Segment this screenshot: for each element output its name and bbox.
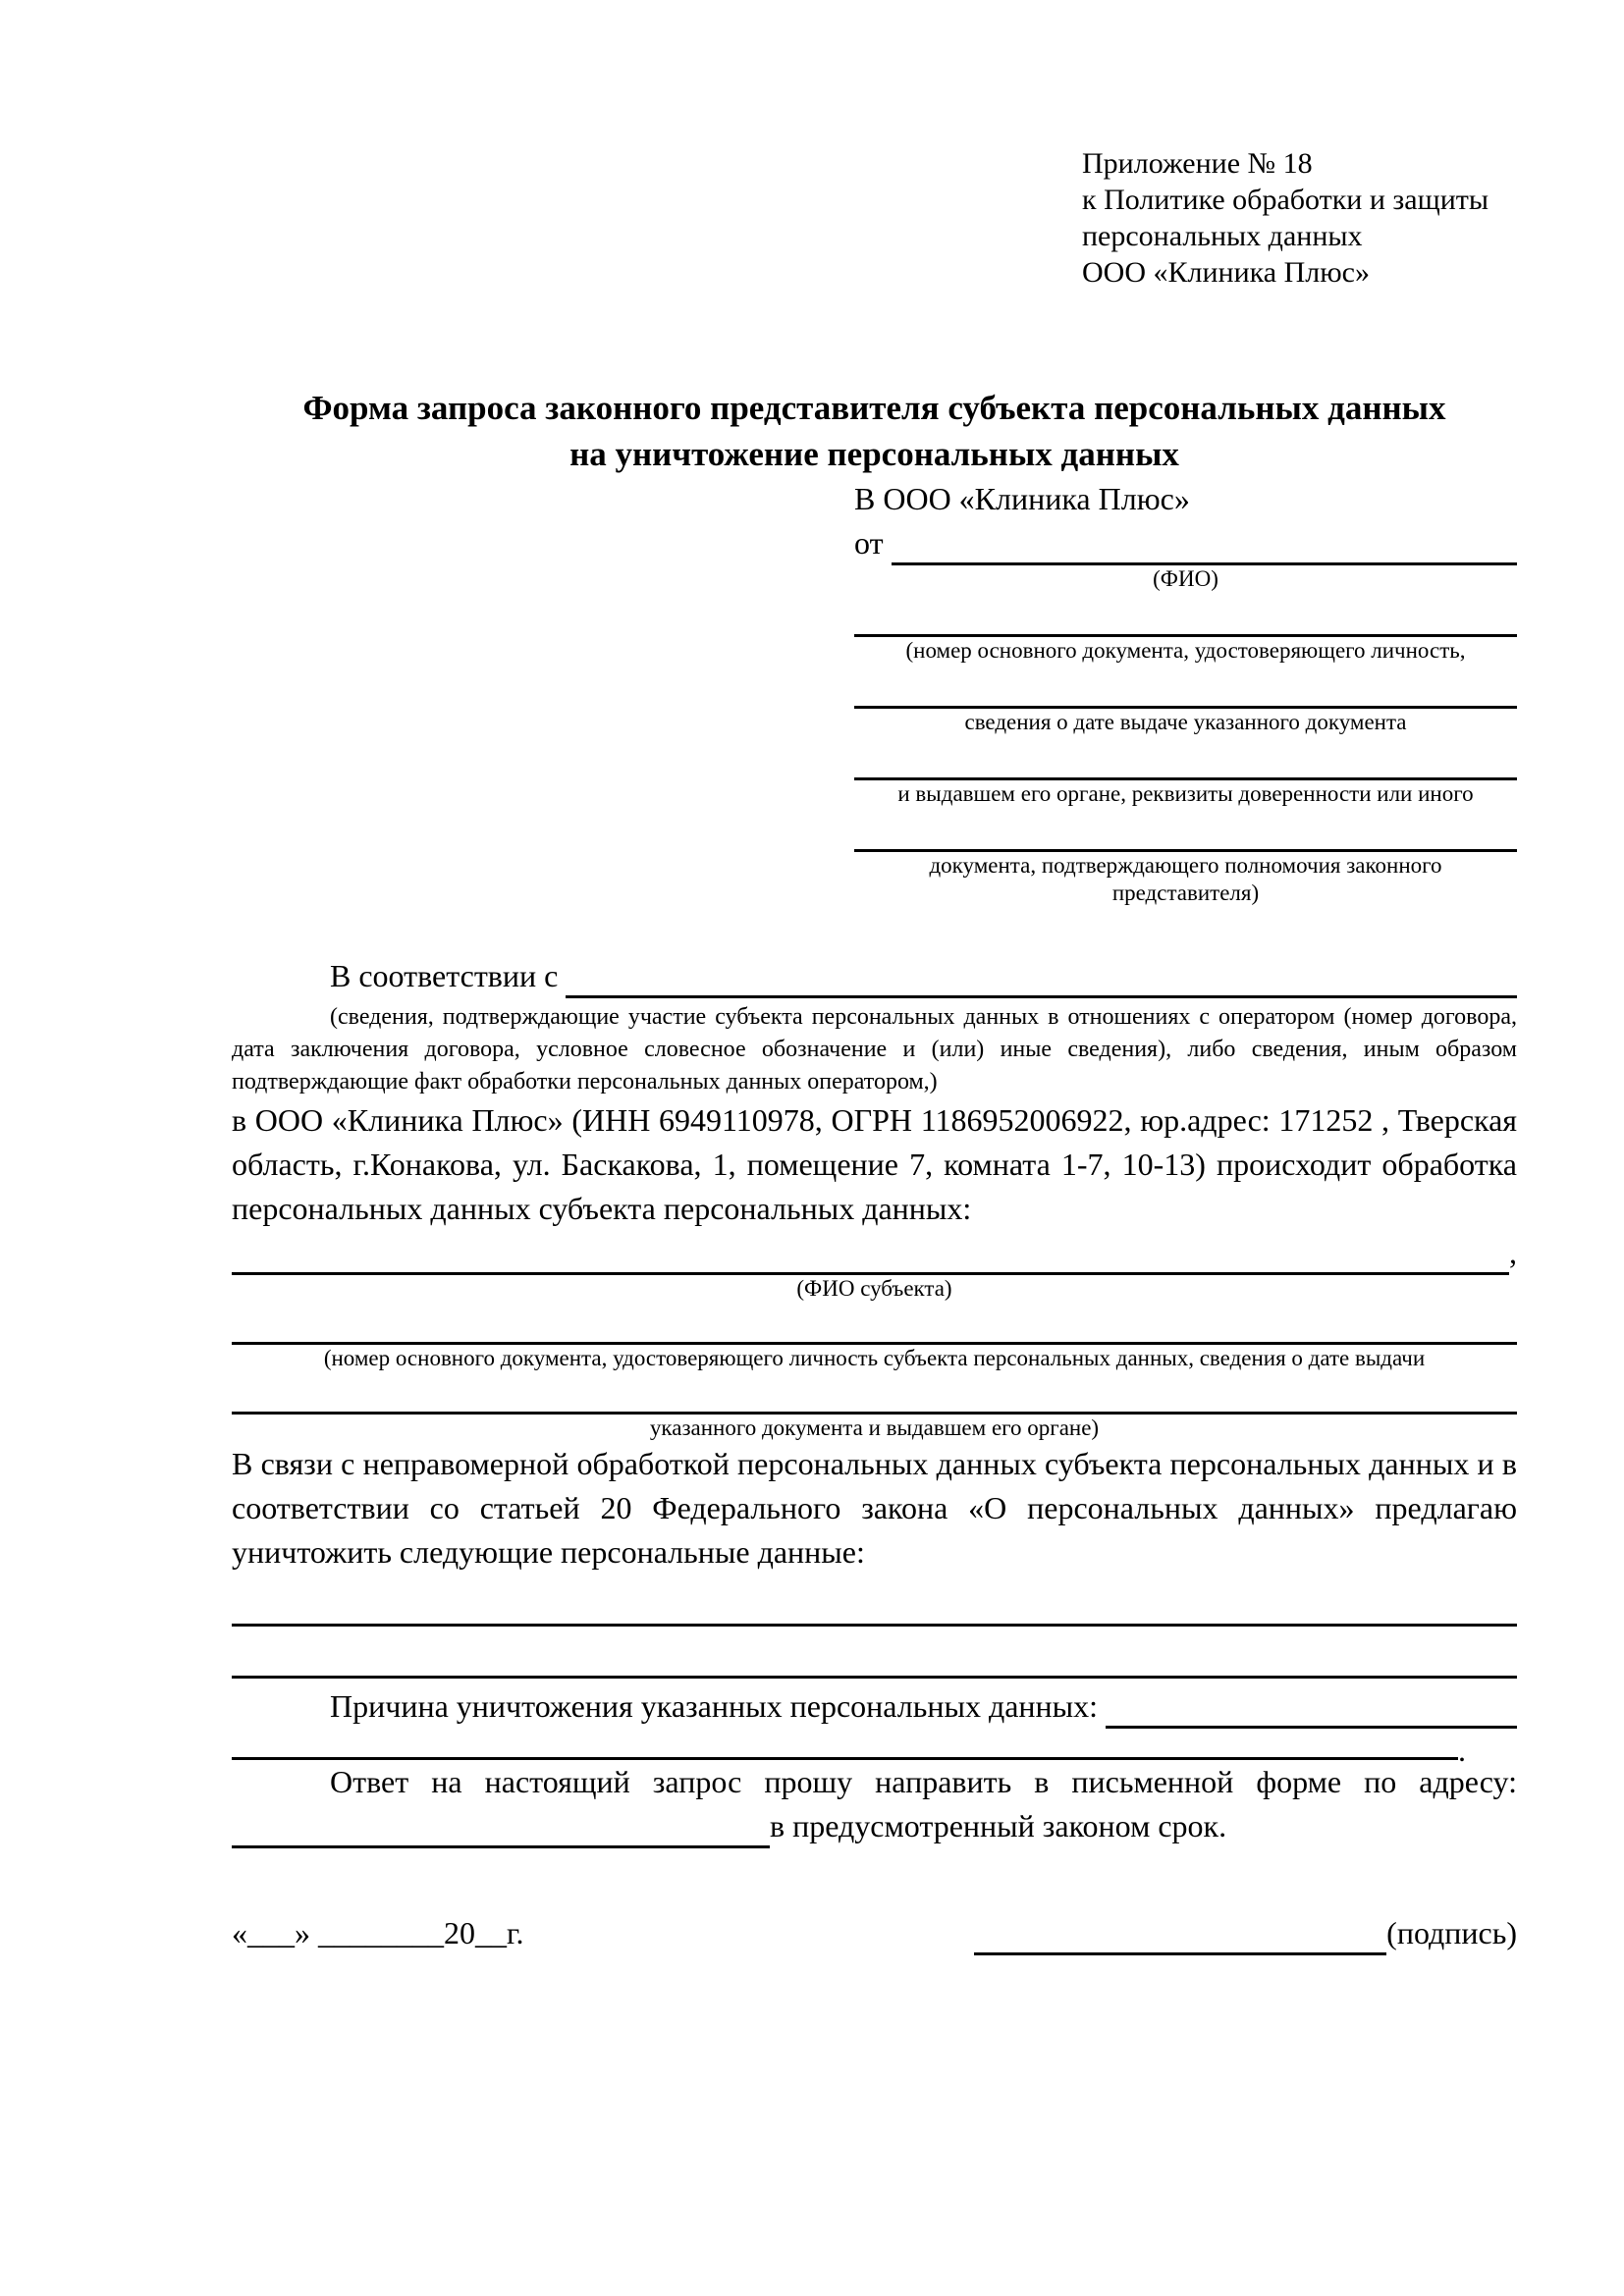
- unlawful-processing-paragraph: В связи с неправомерной обработкой персональных данных субъекта персональных данных и в соответствии со статьей 20 Федерального закона «О персональных данных» предлагаю уничтожить следующие персональные данные:: [232, 1446, 1517, 1570]
- answer-paragraph: Ответ на настоящий запрос прошу направить в письменной форме по адресу:: [330, 1764, 1517, 1799]
- data-to-destroy-underline: [232, 1575, 1517, 1627]
- representative-doc-field: [854, 597, 1517, 665]
- data-to-destroy-underline: [232, 1627, 1517, 1679]
- operator-paragraph: в ООО «Клиника Плюс» (ИНН 6949110978, ОГРН 1186952006922, юр.адрес: 171252 , Тверская область, г.Конакова, ул. Баскакова, 1, помещение 7, комната 1-7, 10-13) происходит обработка персональных данных субъекта персональных данных:: [232, 1102, 1517, 1226]
- answer-address-row: [232, 1804, 1517, 1848]
- doc-underline: [854, 668, 1517, 709]
- document-header: [1082, 145, 1517, 291]
- reason-continuation-row: [232, 1729, 1466, 1768]
- from-underline: [892, 521, 1517, 565]
- subject-doc-caption: (номер основного документа, удостоверяющего личность субъекта персональных данных, сведения о дате выдачи: [323, 1346, 1426, 1370]
- header-line: к Политике обработки и защиты: [1082, 184, 1489, 216]
- header-line: Приложение № 18: [1082, 147, 1313, 180]
- addressee-block: [854, 477, 1517, 907]
- representative-doc-field: [854, 812, 1517, 907]
- signature-block: [974, 1911, 1517, 1955]
- document-title: [232, 385, 1517, 477]
- signature-caption: (подпись): [1386, 1915, 1517, 1950]
- accordance-underline: [566, 954, 1517, 998]
- accordance-row: [232, 954, 1517, 998]
- subject-doc-caption: указанного документа и выдавшем его органе): [649, 1415, 1100, 1440]
- reason-row: [232, 1684, 1517, 1729]
- subject-doc-field: [232, 1374, 1517, 1442]
- subject-doc-underline: [232, 1305, 1517, 1345]
- subject-fio-row: [232, 1231, 1517, 1275]
- subject-doc-field: [232, 1305, 1517, 1372]
- accordance-label: В соответствии с: [330, 958, 567, 993]
- accordance-caption: (сведения, подтверждающие участие субъекта персональных данных в отношениях с оператором (номер договора, дата заключения договора, условное словесное обозначение и (или) иные сведения), либо сведения, иным образом подтверждающие факт обработки персональных данных оператором,): [232, 1004, 1517, 1095]
- doc-underline: [854, 740, 1517, 780]
- doc-caption: (номер основного документа, удостоверяющего личность,: [905, 638, 1466, 663]
- subject-fio-caption: (ФИО субъекта): [796, 1276, 952, 1301]
- representative-doc-field: [854, 740, 1517, 808]
- doc-caption: документа, подтверждающего полномочия законного представителя): [929, 853, 1442, 905]
- reason-label: Причина уничтожения указанных персональных данных:: [330, 1688, 1107, 1724]
- header-line: ООО «Клиника Плюс»: [1082, 256, 1370, 289]
- header-line: персональных данных: [1082, 220, 1363, 252]
- address-underline: [232, 1804, 770, 1848]
- from-row: [854, 521, 1517, 565]
- representative-doc-field: [854, 668, 1517, 736]
- title-line-2: на уничтожение персональных данных: [569, 435, 1179, 473]
- fio-caption: (ФИО): [1153, 566, 1218, 591]
- reason-underline: [1106, 1684, 1517, 1729]
- subject-doc-underline: [232, 1374, 1517, 1415]
- from-label: от: [854, 525, 892, 561]
- reason-period: .: [1458, 1733, 1466, 1768]
- title-line-1: Форма запроса законного представителя субъекта персональных данных: [302, 389, 1446, 427]
- doc-underline: [854, 597, 1517, 637]
- subject-fio-comma: ,: [1509, 1235, 1517, 1270]
- addressee-to: В ООО «Клиника Плюс»: [854, 481, 1190, 516]
- signature-footer: [232, 1911, 1517, 1955]
- document-body: [232, 954, 1517, 1955]
- doc-underline: [854, 812, 1517, 852]
- answer-tail: в предусмотренный законом срок.: [770, 1808, 1227, 1843]
- doc-caption: сведения о дате выдаче указанного документа: [964, 710, 1407, 734]
- date-line: «___» ________20__г.: [232, 1915, 524, 1950]
- signature-underline: [974, 1911, 1386, 1955]
- reason-continuation-underline: [232, 1729, 1458, 1760]
- doc-caption: и выдавшем его органе, реквизиты доверенности или иного: [897, 781, 1474, 806]
- subject-fio-underline: [232, 1231, 1509, 1275]
